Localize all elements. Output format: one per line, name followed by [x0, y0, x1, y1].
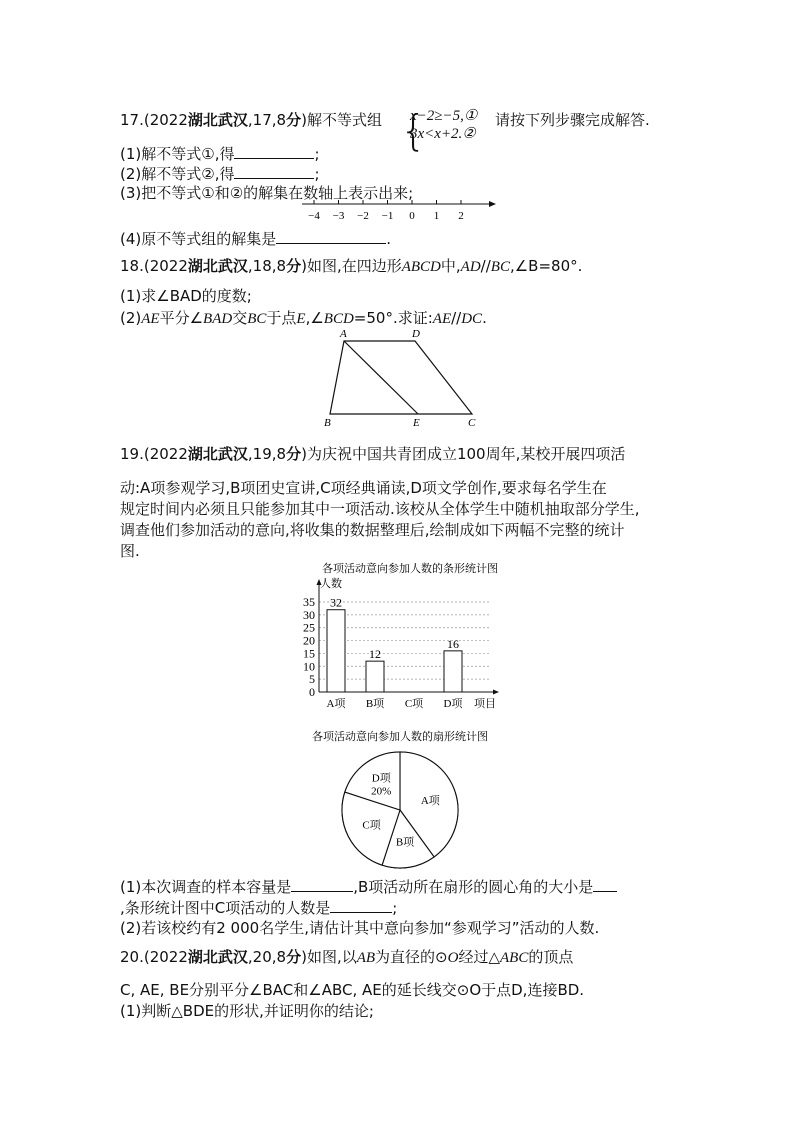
q19-part1: (1)本次调查的样本容量是 ,B项活动所在扇形的圆心角的大小是 [120, 876, 617, 897]
q18-part1: (1)求∠BAD的度数; [120, 287, 252, 305]
label-c: C [468, 417, 476, 429]
inequality-1: x−2≥−5,① [410, 108, 478, 124]
bar-chart-category-label: A项 [326, 698, 346, 710]
number-line-tick-label: −4 [308, 210, 320, 222]
bar-chart-ytick-label: 20 [303, 633, 315, 648]
bar-chart-ytick-label: 30 [303, 607, 315, 622]
pie-slice-label: D项 [371, 772, 391, 785]
bar-data-label: 12 [369, 647, 381, 662]
q18-stem: 18.(2022湖北武汉,18,8分)如图,在四边形ABCD中,AD//BC,∠B=80°. [120, 257, 583, 275]
number-line-arrow [489, 201, 496, 207]
pie-slice-label: B项 [395, 836, 415, 849]
pie-slice-label: C项 [362, 819, 381, 832]
q20-line2: C, AE, BE分别平分∠BAC和∠ABC, AE的延长线交⊙O于点D,连接BD. [120, 981, 585, 999]
bar-D项 [444, 651, 462, 692]
bar-data-label: 16 [447, 636, 459, 651]
label-e: E [413, 417, 420, 429]
bar-chart-ytick-label: 5 [309, 672, 315, 687]
bar-chart-ytick-label: 25 [303, 620, 315, 635]
bar-chart-category-label: D项 [443, 698, 463, 710]
pie-slice-label: 20% [371, 785, 392, 798]
answer-blank[interactable] [593, 876, 617, 892]
label-a: A [340, 328, 347, 340]
q17-part1: (1)解不等式①,得 ; [120, 145, 320, 163]
q17-part2: (2)解不等式②,得 ; [120, 165, 320, 183]
q17-source: 湖北武汉 [187, 111, 248, 129]
bar-chart-category-label: C项 [404, 698, 424, 710]
label-d: D [412, 328, 420, 340]
answer-blank[interactable] [330, 897, 392, 913]
q19-part1-cont: ,条形统计图中C项活动的人数是 ; [120, 899, 398, 917]
bar-chart-ytick-label: 35 [303, 595, 315, 609]
system-brace: { [400, 106, 427, 155]
bar-B项 [366, 661, 384, 692]
q19-line5: 图. [120, 542, 140, 560]
answer-blank[interactable] [234, 163, 314, 179]
bar-chart-ylabel: 人数 [320, 578, 342, 590]
q19-part2: (2)若该校约有2 000名学生,请估计其中意向参加“参观学习”活动的人数. [120, 919, 600, 937]
bar-chart [290, 560, 510, 715]
q17-stem: 17.(2022湖北武汉,17,8分)解不等式组 [120, 111, 382, 129]
number-line-tick-label: −1 [381, 210, 394, 222]
bar-chart-xlabel: 项目 [474, 698, 496, 710]
q19-stem: 19.(2022湖北武汉,19,8分)为庆祝中国共青团成立100周年,某校开展四项活 [120, 445, 626, 463]
number-line-tick-label: −3 [332, 210, 345, 222]
quadrilateral-abcd [330, 341, 472, 414]
bar-chart-ytick-label: 0 [309, 685, 315, 699]
q19-line4: 调查他们参加活动的意向,将收集的数据整理后,绘制成如下两幅不完整的统计 [120, 521, 625, 539]
q18-part2: (2)AE平分∠BAD交BC于点E,∠BCD=50°.求证:AE//DC. [120, 309, 487, 327]
answer-blank[interactable] [276, 228, 386, 244]
number-line-tick-label: 0 [409, 210, 415, 222]
q17-stem-end: 请按下列步骤完成解答. [495, 111, 650, 129]
q19-line2: 动:A项参观学习,B项团史宣讲,C项经典诵读,D项文学创作,要求每名学生在 [120, 479, 607, 497]
bar-data-label: 32 [330, 595, 342, 610]
bar-chart-category-label: B项 [365, 698, 385, 710]
bar-chart-title: 各项活动意向参加人数的条形统计图 [322, 563, 498, 575]
segment-ae [344, 341, 418, 414]
answer-blank[interactable] [291, 876, 353, 892]
pie-slice-label: A项 [420, 795, 440, 808]
answer-blank[interactable] [234, 143, 314, 159]
bar-chart-ytick-label: 10 [303, 659, 315, 674]
bar-A项 [327, 610, 345, 692]
label-b: B [324, 417, 331, 429]
number-line-tick-label: 2 [458, 210, 464, 222]
number-line-tick-label: −2 [357, 210, 369, 222]
bar-chart-ytick-label: 15 [303, 646, 315, 661]
number-line [300, 196, 500, 222]
pie-chart-title: 各项活动意向参加人数的扇形统计图 [312, 731, 488, 743]
number-line-tick-label: 1 [433, 210, 440, 222]
inequality-2: 3x<x+2.② [410, 126, 476, 142]
x-axis-arrow [493, 690, 499, 695]
q17-part3: (3)把不等式①和②的解集在数轴上表示出来; [120, 184, 414, 202]
quadrilateral-figure [318, 325, 488, 430]
pie-chart [290, 728, 510, 878]
q20-part1: (1)判断△BDE的形状,并证明你的结论; [120, 1002, 374, 1020]
q20-stem: 20.(2022湖北武汉,20,8分)如图,以AB为直径的⊙O经过△ABC的顶点 [120, 948, 574, 966]
q17-part4: (4)原不等式组的解集是 . [120, 230, 392, 248]
q19-line3: 规定时间内必须且只能参加其中一项活动.该校从全体学生中随机抽取部分学生, [120, 500, 640, 518]
